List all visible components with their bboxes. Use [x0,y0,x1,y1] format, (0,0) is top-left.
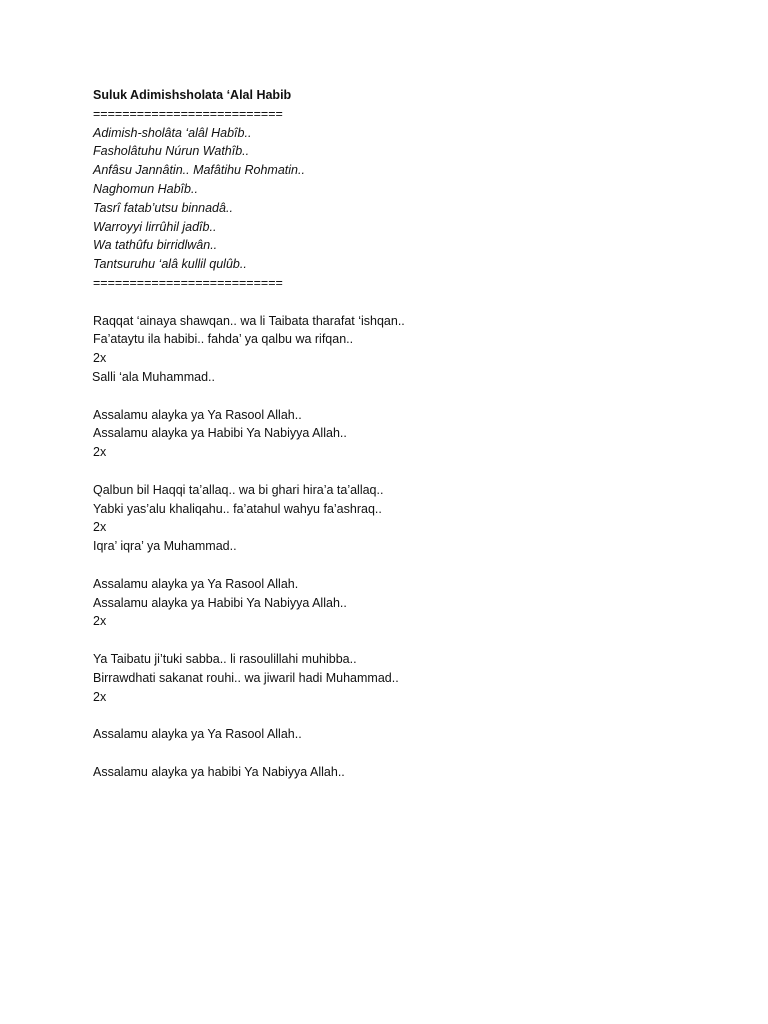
verse-line: Ya Taibatu ji’tuki sabba.. li rasoulillahi muhibba.. [93,651,357,666]
chorus-line: Assalamu alayka ya Habibi Ya Nabiyya Allah.. [93,426,347,441]
spacer [93,387,733,406]
intro-line: Warroyyi lirrûhil jadîb.. [93,219,217,234]
document-page [93,86,733,781]
chorus-line: Assalamu alayka ya Habibi Ya Nabiyya Allah.. [93,595,347,610]
verse-line: Salli ‘ala Muhammad.. [92,369,215,384]
closing-line: Assalamu alayka ya habibi Ya Nabiyya Allah.. [93,764,345,779]
intro-line: Tantsuruhu ‘alâ kullil qulûb.. [93,257,247,272]
spacer [93,631,733,650]
separator-bottom: ========================== [93,275,283,290]
verse-line: Fa’ataytu ila habibi.. fahda’ ya qalbu wa rifqan.. [93,332,354,347]
chorus-line: Assalamu alayka ya Ya Rasool Allah. [93,576,299,591]
spacer [93,706,733,725]
spacer [93,556,733,575]
intro-line: Adimish-sholâta ‘alâl Habîb.. [93,125,252,140]
chorus-line: Assalamu alayka ya Ya Rasool Allah.. [93,407,302,422]
spacer [93,744,733,763]
spacer [93,293,733,312]
repeat-marker: 2x [93,445,107,460]
repeat-marker: 2x [93,351,107,366]
intro-line: Naghomun Habîb.. [93,181,198,196]
closing-line: Assalamu alayka ya Ya Rasool Allah.. [93,727,302,742]
repeat-marker: 2x [93,614,107,629]
verse-line: Qalbun bil Haqqi ta’allaq.. wa bi ghari hira’a ta’allaq.. [93,482,384,497]
repeat-marker: 2x [93,520,107,535]
intro-line: Tasrî fatab’utsu binnadâ.. [93,200,233,215]
intro-line: Wa tathûfu birridlwân.. [93,238,218,253]
intro-line: Fasholâtuhu Núrun Wathîb.. [93,144,250,159]
verse-line: Iqra’ iqra’ ya Muhammad.. [93,539,237,554]
verse-line: Yabki yas’alu khaliqahu.. fa’atahul wahyu fa’ashraq.. [93,501,382,516]
verse-line: Birrawdhati sakanat rouhi.. wa jiwaril hadi Muhammad.. [93,670,399,685]
spacer [93,462,733,481]
separator-top: ========================== [93,106,283,121]
verse-line: Raqqat ‘ainaya shawqan.. wa li Taibata tharafat ‘ishqan.. [93,313,405,328]
repeat-marker: 2x [93,689,107,704]
document-title: Suluk Adimishsholata ‘Alal Habib [93,88,292,102]
intro-line: Anfâsu Jannâtin.. Mafâtihu Rohmatin.. [93,163,305,178]
